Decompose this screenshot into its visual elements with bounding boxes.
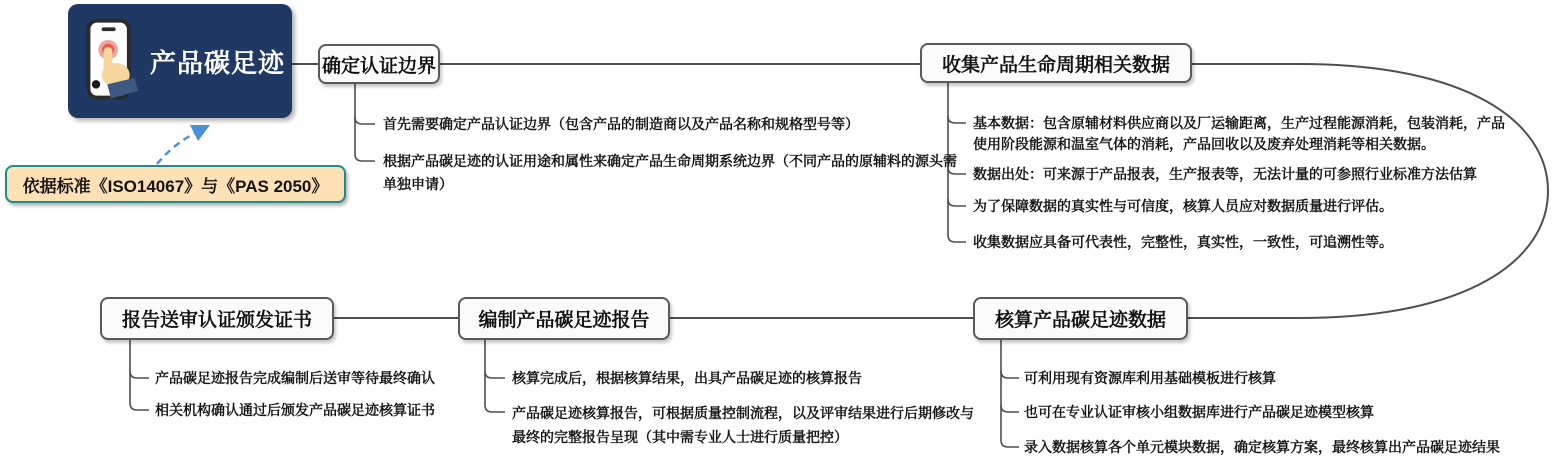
node-title: 核算产品碳足迹数据 [994,310,1166,331]
bullet-item[interactable]: 数据出处：可来源于产品报表，生产报表等，无法计量的可参照行业标准方法估算 [973,166,1477,182]
node-title: 收集产品生命周期相关数据 [941,54,1170,76]
bullet-item[interactable]: 产品碳足迹核算报告，可根据质量控制流程，以及评审结果进行后期修改与最终的完整报告呈现（其中需专业人士进行质量把控） [512,405,974,445]
node-define-boundary[interactable] [318,44,440,84]
bullet-item[interactable]: 录入数据核算各个单元模块数据，确定核算方案，最终核算出产品碳足迹结果 [1024,439,1500,455]
bullet-item[interactable]: 相关机构确认通过后颁发产品碳足迹核算证书 [155,402,435,418]
bullet-item[interactable]: 收集数据应具备可代表性，完整性，真实性，一致性，可追溯性等。 [973,234,1393,250]
root-node-product-carbon-footprint[interactable] [68,4,292,118]
bullet-item[interactable]: 首先需要确定产品认证边界（包含产品的制造商以及产品名称和规格型号等） [383,116,859,132]
node-title: 编制产品碳足迹报告 [478,310,650,331]
bullet-elbows [130,83,1019,447]
node-calculate-footprint-data[interactable] [973,297,1188,340]
standard-note-text: 依据标准《ISO14067》与《PAS 2050》 [22,176,329,196]
bullet-item[interactable]: 根据产品碳足迹的认证用途和属性来确定产品生命周期系统边界（不同产品的原辅料的源头需单独申请） [383,153,957,192]
bullet-item[interactable]: 产品碳足迹报告完成编制后送审等待最终确认 [155,370,435,386]
root-title: 产品碳足迹 [150,47,286,78]
phone-touch-icon [82,17,140,105]
bullet-item[interactable]: 为了保障数据的真实性与可信度，核算人员应对数据质量进行评估。 [973,198,1393,214]
bullet-item[interactable]: 可利用现有资源库利用基础模板进行核算 [1024,370,1276,386]
connector-collect-account-curve [1188,64,1548,318]
node-collect-lifecycle-data[interactable] [920,43,1192,83]
node-compile-report[interactable] [458,297,670,340]
bullet-item[interactable]: 基本数据：包含原辅材料供应商以及厂运输距离，生产过程能源消耗，包装消耗，产品使用阶段能源和温室气体的消耗，产品回收以及废弃处理消耗等相关数据。 [973,115,1505,152]
bullet-item[interactable]: 核算完成后，根据核算结果，出具产品碳足迹的核算报告 [512,370,862,386]
node-title: 确定认证边界 [321,55,436,77]
node-title: 报告送审认证颁发证书 [121,310,312,331]
note-arrow [157,127,206,164]
bullet-item[interactable]: 也可在专业认证审核小组数据库进行产品碳足迹模型核算 [1024,404,1374,420]
node-review-certificate[interactable] [100,297,334,340]
standard-note[interactable] [5,165,346,203]
